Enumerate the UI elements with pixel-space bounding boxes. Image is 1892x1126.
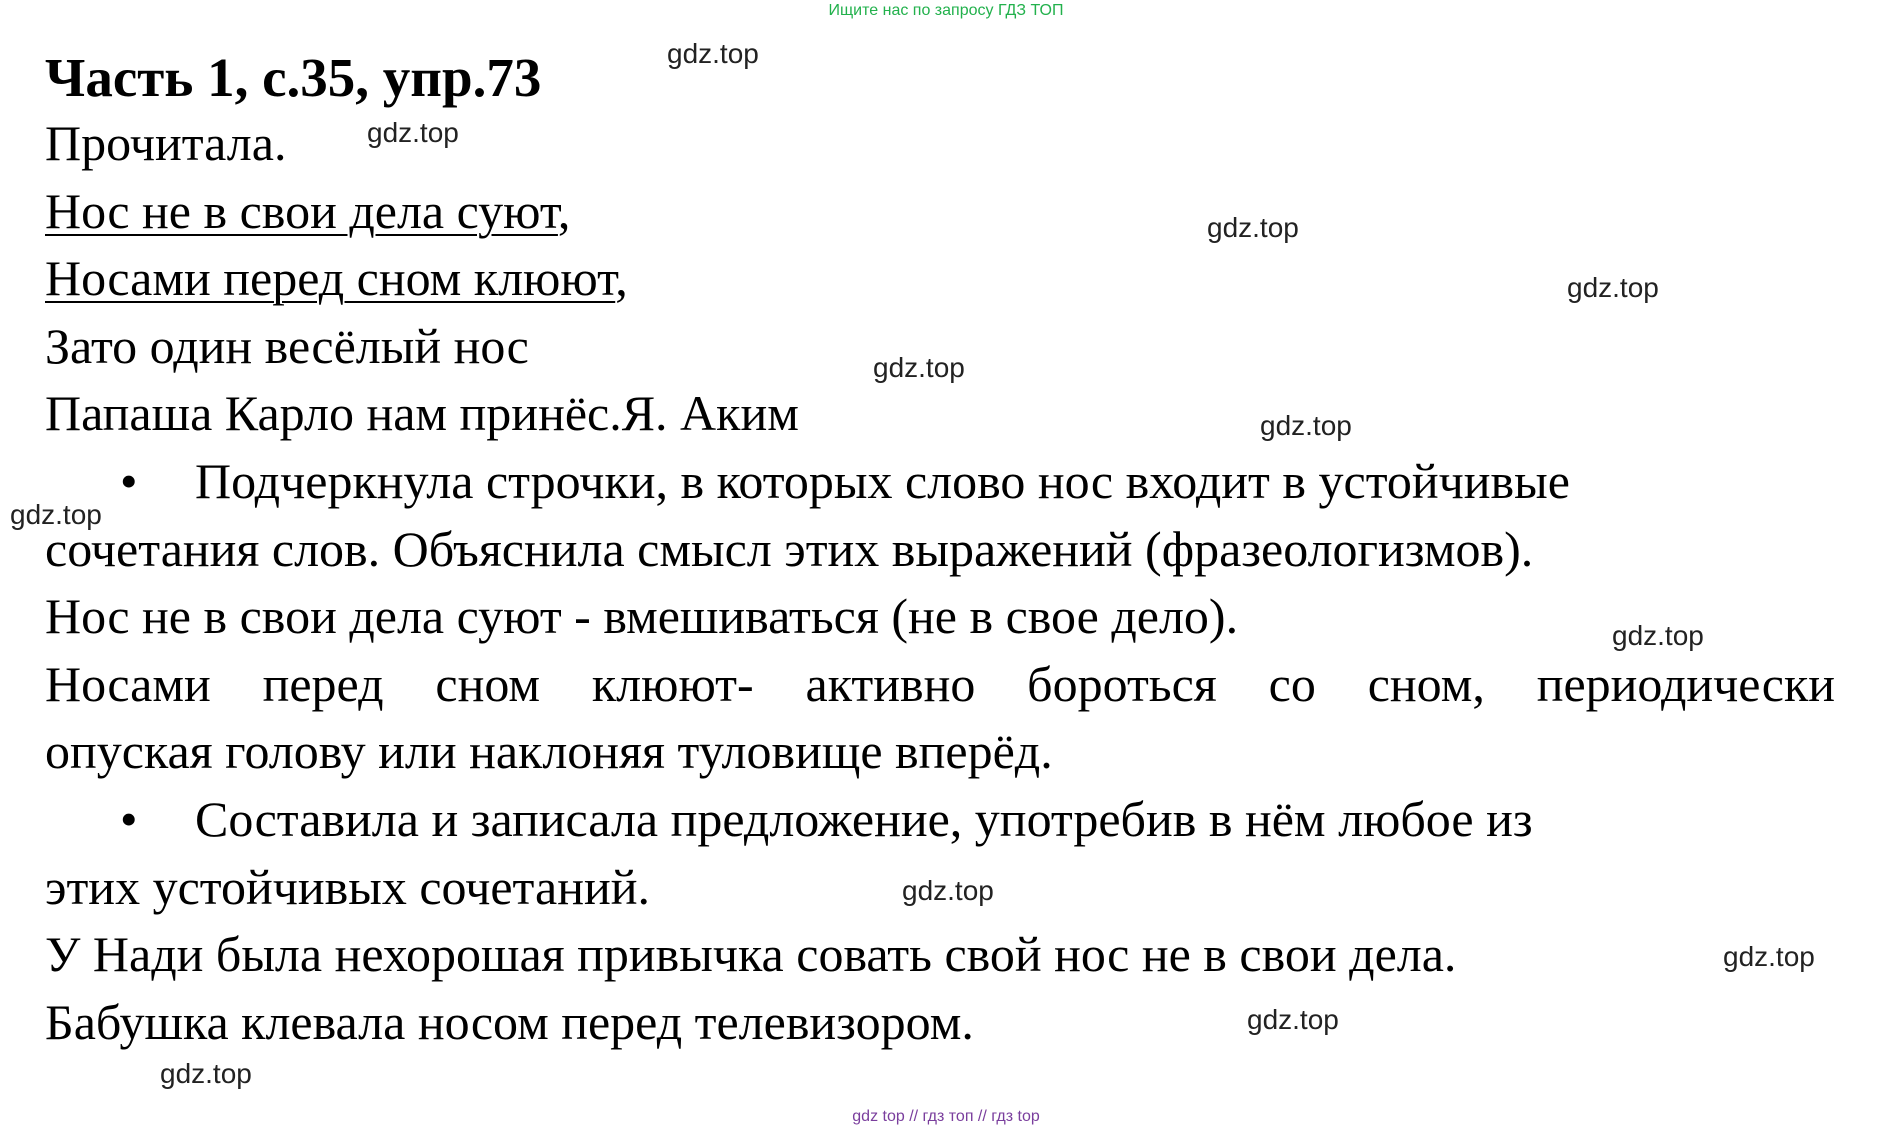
text-line: Нос не в свои дела суют - вмешиваться (не в свое дело). — [45, 588, 1239, 645]
watermark: gdz.top — [1247, 1004, 1339, 1035]
watermark: gdz.top — [873, 352, 965, 383]
poem-line: Зато один весёлый нос — [45, 317, 529, 374]
top-banner: Ищите нас по запросу ГДЗ ТОП — [828, 2, 1064, 19]
watermark: gdz.top — [1723, 941, 1815, 972]
bullet-marker: • — [120, 452, 138, 509]
watermark: gdz.top — [667, 38, 759, 69]
bullet-item — [45, 786, 1835, 854]
punctuation: , — [557, 182, 571, 239]
punctuation: , — [615, 250, 628, 307]
watermark: gdz.top — [1207, 212, 1299, 243]
watermark: gdz.top — [1567, 272, 1659, 303]
bullet-item — [45, 448, 1835, 516]
underlined-phrase: Нос не в свои дела суют — [45, 182, 558, 239]
poem-line-underlined — [45, 178, 1835, 246]
page-title: Часть 1, с.35, упр.73 — [45, 47, 542, 108]
text-line: У Нади была нехорошая привычка совать свой нос не в свои дела. — [45, 926, 1457, 983]
text-line: опуская голову или наклоняя туловище вперёд. — [45, 723, 1053, 780]
document-body — [45, 110, 1835, 1056]
poem-line: Папаша Карло нам принёс.Я. Аким — [45, 385, 799, 442]
text-line: этих устойчивых сочетаний. — [45, 858, 650, 915]
text-line: Бабушка клевала носом перед телевизором. — [45, 993, 974, 1050]
text-line: сочетания слов. Объяснила смысл этих выражений (фразеологизмов). — [45, 520, 1534, 577]
watermark: gdz.top — [1260, 410, 1352, 441]
watermark: gdz.top — [1612, 620, 1704, 651]
watermark: gdz.top — [160, 1058, 252, 1089]
watermark: gdz.top — [367, 117, 459, 148]
footer-watermark: gdz top // гдз топ // гдз top — [852, 1108, 1040, 1125]
text-line-justified: Носами перед сном клюют- активно бороться со сном, периодически — [45, 655, 1835, 712]
underlined-phrase: Носами перед сном клюют — [45, 250, 616, 307]
watermark: gdz.top — [902, 875, 994, 906]
bullet-text: Составила и записала предложение, употребив в нём любое из — [195, 790, 1533, 847]
bullet-marker: • — [120, 790, 138, 847]
watermark: gdz.top — [10, 499, 102, 530]
bullet-text: Подчеркнула строчки, в которых слово нос входит в устойчивые — [195, 452, 1570, 509]
text-line: Прочитала. — [45, 115, 287, 171]
